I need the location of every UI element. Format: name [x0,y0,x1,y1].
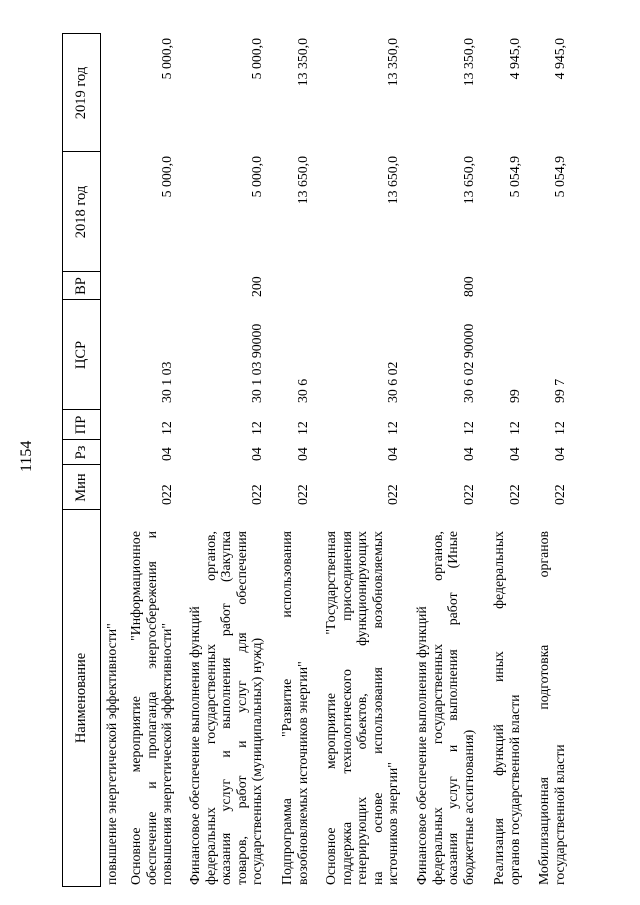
row-csr: 30 6 02 [385,361,400,403]
row-name-line: обеспечение и пропаганда энергосбережения и [143,531,159,885]
row-pr: 12 [385,421,400,435]
row-name-line: Финансовое обеспечение выполнения функций [187,606,202,885]
row-2019: 5 000,0 [159,38,174,80]
header-name: Наименование [73,652,89,744]
row-name-line: товаров, работ и услуг для обеспечения [233,531,249,885]
row-2018: 13 650,0 [460,156,476,205]
row-name-line: Мобилизационная подготовка органов [536,531,551,885]
row-csr: 30 6 02 90000 [460,323,476,403]
row-pr: 12 [159,421,174,435]
row-name-line: бюджетные ассигнования) [460,729,476,885]
row-2018: 13 650,0 [385,156,400,205]
row-name-line: возобновляемых источников энергии" [294,661,310,885]
row-name-line: государственной власти [551,744,567,885]
header-2018: 2018 год [73,185,89,239]
row-2019: 13 350,0 [294,38,310,87]
row-rz: 04 [385,447,400,461]
row-csr: 99 7 [551,378,567,403]
row-name-line: оказания услуг и выполнения работ (Иные [445,531,460,885]
row-min: 022 [159,484,174,505]
row-min: 022 [460,484,476,505]
row-name-line: повышения энергетической эффективности" [159,623,174,885]
row-csr: 30 1 03 90000 [249,323,264,403]
row-pr: 12 [551,421,567,435]
row-vr: 200 [249,276,264,297]
header-vr: ВР [73,277,89,295]
header-csr: ЦСР [73,340,89,370]
row-min: 022 [385,484,400,505]
row-vr: 800 [460,276,476,297]
row-pr: 12 [249,421,264,435]
row-rz: 04 [506,447,522,461]
row-rz: 04 [294,447,310,461]
row-pr: 12 [460,421,476,435]
header-2019: 2019 год [73,66,89,120]
row-rz: 04 [460,447,476,461]
row-2019: 5 000,0 [249,38,264,80]
row-2019: 4 945,0 [551,38,567,80]
row-2019: 4 945,0 [506,38,522,80]
row-min: 022 [294,484,310,505]
row-name-line: Реализация функций иных федеральных [491,531,506,885]
row-2018: 5 054,9 [506,156,522,198]
row-name-line: на основе использования возобновляемых [369,531,385,885]
row-name-line: федеральных государственных органов, [429,531,445,885]
row-pr: 12 [506,421,522,435]
row-name-line: государственных (муниципальных) нужд) [249,637,264,885]
row-csr: 30 1 03 [159,361,174,403]
row-rz: 04 [249,447,264,461]
header-rz: Рз [73,445,89,460]
row-csr: 30 6 [294,378,310,403]
page-number: 1154 [18,440,35,472]
row-name-line: источников энергии" [385,762,400,885]
row-2019: 13 350,0 [460,38,476,87]
row-2018: 13 650,0 [294,156,310,205]
row-name-line: Основное мероприятие "Информационное [128,531,143,885]
row-rz: 04 [551,447,567,461]
row-2018: 5 054,9 [551,156,567,198]
row-rz: 04 [159,447,174,461]
row-name-line: Финансовое обеспечение выполнения функций [414,606,429,885]
row-name-line: федеральных государственных органов, [202,531,218,885]
row-min: 022 [249,484,264,505]
row-name-line: поддержка технологического присоединения [338,531,354,885]
row-min: 022 [551,484,567,505]
header-min: Мин [73,473,89,502]
row-2019: 13 350,0 [385,38,400,87]
header-pr: ПР [73,415,89,435]
row-2018: 5 000,0 [249,156,264,198]
row-name-line: генерирующих объектов, функционирующих [354,531,369,885]
row-name-line: Основное мероприятие "Государственная [323,531,338,885]
row-name-line: оказания услуг и выполнения работ (Закупка [218,531,233,885]
row-2018: 5 000,0 [159,156,174,198]
row-name-line: Подпрограмма "Развитие использования [279,531,294,885]
row-name-line: органов государственной власти [506,694,522,885]
continuation-line: повышение энергетической эффективности" [104,623,119,885]
row-csr: 99 [506,389,522,403]
row-pr: 12 [294,421,310,435]
row-min: 022 [506,484,522,505]
